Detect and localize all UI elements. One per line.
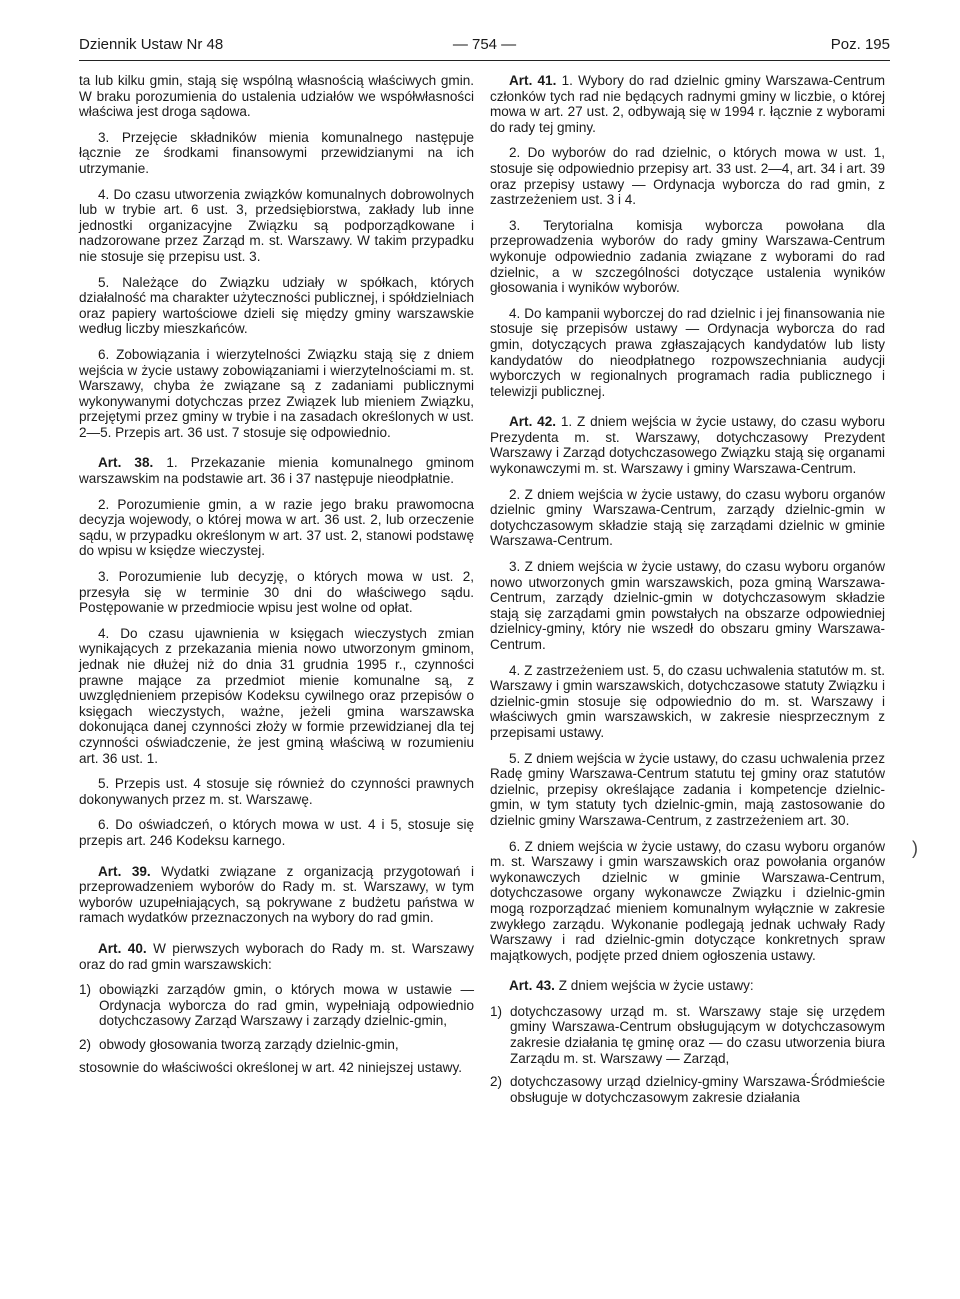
article-title: Art. 42. [509,414,557,430]
paragraph: 3. Z dniem wejścia w życie ustawy, do czasu wyboru organów nowo utworzonych gmin warszawskich, poza gminą Warszawa-Centrum, zarządy dzielnic-gmin w dotychczasowym składzie stają się zarządami gmin powstałych na obszarze odpowiedniej dzielnicy-gminy, który nie wszedł do obszaru gminy Warszawa-Centrum. [490,559,885,652]
list-item-number: 2) [490,1074,503,1090]
article-title: Art. 39. [98,863,151,879]
list-item-text: dotychczasowy urząd m. st. Warszawy staje się urzędem gminy Warszawa-Centrum obsługującym w dotychczasowym zakresie działania tę gminę oraz — do czasu utworzenia biura Zarządu m. st. Warszawy — Zarząd, [510,1003,885,1066]
article-title: Art. 41. [509,73,557,88]
paragraph: 4. Z zastrzeżeniem ust. 5, do czasu uchwalenia statutów m. st. Warszawy i gmin warszawskich, dotychczasowe statuty Związku i dzielnic-gmin stosuje się odpowiednio do m. st. Warszawy i właściwych gmin warszawskich, w zakresie niesprzecznym z przepisami ustawy. [490,662,885,740]
paragraph: 5. Należące do Związku udziały w spółkach, których działalność ma charakter użyteczności publicznej, i spółdzielniach oraz papiery wartościowe dzieli się między gminy warszawskie według liczby mieszkańców. [79,274,474,337]
article-title: Art. 40. [98,940,147,956]
paragraph: 4. Do czasu utworzenia związków komunalnych dobrowolnych lub w trybie art. 6 ust. 3, przedsiębiorstwa, zakłady lub inne jednostki organizacyjne Związku są podporządkowane i nadzorowane przez Zarząd m. st. Warszawy. W takim przypadku nie stosuje się przepisu ust. 3. [79,186,474,264]
article-title: Art. 43. [509,978,555,994]
paragraph: 4. Do czasu ujawnienia w księgach wieczystych zmian wynikających z przekazania mienia nowo utworzonym gminom, jednak nie dłużej niż do dnia 31 grudnia 1995 r., czynności prawne mające za przedmiot mienie komunalne są, z uwzględnieniem przepisów Kodeksu cywilnego oraz przepisów o księgach wieczystych, ważne, jeżeli gmina warszawska dokonująca danej czynności złoży w formie przewidzianej dla tej czynności oświadczenie, że jest gminą właściwą w rozumieniu art. 36 ust. 1. [79,625,474,766]
paragraph: 2. Z dniem wejścia w życie ustawy, do czasu wyboru organów dzielnic gminy Warszawa-Centrum, zarządy dzielnic-gmin w dotychczasowym składzie stają się zarządami dzielnic w gminie Warszawa-Centrum. [490,486,885,549]
article-text: 1. Z dniem wejścia w życie ustawy, do czasu wyboru Prezydenta m. st. Warszawy, dotychczasowy Prezydent Warszawy i Zarząd dotychczasowego Związku stają się organami wykonawczymi m. st. Warszawy i gminy Warszawa-Centrum. [490,414,885,477]
margin-mark: ) [912,838,918,858]
paragraph: 5. Z dniem wejścia w życie ustawy, do czasu uchwalenia przez Radę gminy Warszawa-Centrum statutu tej gminy oraz statutów dzielnic, przepisy określające zadania i kompetencje dzielnic-gmin, w tym statuty tych dzielnic-gmin, mają zastosowanie do dzielnic gminy Warszawa-Centrum, z zastrzeżeniem art. 30. [490,750,885,828]
paragraph: 2. Porozumienie gmin, a w razie jego braku prawomocna decyzja wojewody, o której mowa w art. 36 ust. 2, lub orzeczenie sądu, w przypadku określonym w art. 37 ust. 2, stanowi podstawę do wpisu w księdze wieczystej. [79,496,474,559]
article-41 [490,73,885,135]
journal-title: Dziennik Ustaw Nr 48 [79,36,224,53]
list-item [79,1037,474,1053]
article-text: Wydatki związane z organizacją przygotowań i przeprowadzeniem wyborów do Rady m. st. Warszawy, w tym wyborów uzupełniających, są pokrywane z budżetu państwa w ramach wydatków przeznaczonych na wybory do rad gmin. [79,863,474,926]
paragraph: 5. Przepis ust. 4 stosuje się również do czynności prawnych dokonywanych przez m. st. Warszawę. [79,776,474,807]
paragraph: 3. Przejęcie składników mienia komunalnego następuje łącznie ze środkami finansowymi przewidzianymi na ich utrzymanie. [79,129,474,176]
position-number: Poz. 195 [830,36,890,53]
article-39 [79,864,474,926]
list-item-text: dotychczasowy urząd dzielnicy-gminy Warszawa-Śródmieście obsługuje w dotychczasowym zakresie działania [510,1074,885,1105]
article-43 [490,978,885,994]
article-text: 1. Przekazanie mienia komunalnego gminom warszawskim na podstawie art. 36 i 37 następuje nieodpłatnie. [79,455,474,487]
left-column [79,73,474,1086]
paragraph: 6. Zobowiązania i wierzytelności Związku stają się z dniem wejścia w życie ustawy zobowiązaniami i wierzytelnościami m. st. Warszawy, chyba że związane są z zadaniami publicznymi wykonywanymi dotychczas przez Związek lub mieniem Związku, przejętymi przez gminy w trybie i na zasadach określonych w ust. 2—5. Przepis art. 36 ust. 7 stosuje się odpowiednio. [79,346,474,440]
paragraph: ta lub kilku gmin, stają się wspólną własnością właściwych gmin. W braku porozumienia do ustalenia udziałów we współwłasności właściwa jest droga sądowa. [79,73,474,120]
paragraph: 3. Terytorialna komisja wyborcza powołana dla przeprowadzenia wyborów do rady gminy Warszawa-Centrum wykonuje odpowiednio zadania związane z wyborami do rad dzielnic, a w szczególności dotyczące ustalenia wyników głosowania i wyników wyborów. [490,217,885,296]
list-item-number: 1) [490,1003,503,1019]
paragraph: 6. Z dniem wejścia w życie ustawy, do czasu wyboru organów m. st. Warszawy i gmin warszawskich oraz powołania organów wykonawczych dzielnic w gminie Warszawa-Centrum, dotychczasowe organy wykonawcze Związku i dzielnic-gmin mogą rozporządzać mieniem komunalnym wyłącznie w zakresie zwykłego zarządu. Wykonanie podlegają jednak uchwały Rady Warszawy i rad dzielnic-gmin dotyczące konkretnych spraw majątkowych, podjęte przed dniem ogłoszenia ustawy. [490,838,885,963]
article-text: W pierwszych wyborach do Rady m. st. Warszawy oraz do rad gmin warszawskich: [79,940,474,972]
list-item-number: 2) [79,1036,92,1052]
paragraph: 4. Do kampanii wyborczej do rad dzielnic i jej finansowania nie stosuje się przepisów ustawy — Ordynacja wyborcza do rad gmin, dotyczących prawa zgłaszających kandydatów lub listy kandydatów do nieodpłatnego rozpowszechniania audycji wyborczych w regionalnych programach radia publicznego i telewizji publicznej. [490,305,885,399]
list-item [490,1004,885,1066]
article-40 [79,941,474,972]
list-item [490,1074,885,1105]
paragraph: 6. Do oświadczeń, o których mowa w ust. 4 i 5, stosuje się przepis art. 246 Kodeksu karnego. [79,817,474,848]
list-item-number: 1) [79,982,92,998]
article-text: Z dniem wejścia w życie ustawy: [554,978,754,994]
page-number: — 754 — [452,36,517,53]
paragraph: 3. Porozumienie lub decyzję, o których mowa w ust. 2, przesyła się w terminie 30 dni do właściwego sądu. Postępowanie w przedmiocie wpisu jest wolne od opłat. [79,569,474,616]
article-title: Art. 38. [98,455,154,471]
article-text: 1. Wybory do rad dzielnic gminy Warszawa-Centrum członków tych rad nie będących radnymi gminy w liczbie, o której mowa w art. 27 ust. 2, odbywają się w 1994 r. łącznie z wyborami do rady tej gminy. [490,73,885,135]
paragraph: stosownie do właściwości określonej w art. 42 niniejszej ustawy. [79,1060,462,1076]
list-item-text: obowiązki zarządów gmin, o których mowa w ustawie — Ordynacja wyborcza do rad gmin, wypełniają odpowiednio dotychczasowy Zarząd Warszawy i zarządy dzielnic-gmin, [99,982,474,1029]
right-column [490,73,885,1113]
page-header [79,30,890,61]
list-item [79,982,474,1029]
paragraph: 2. Do wyborów do rad dzielnic, o których mowa w ust. 1, stosuje się odpowiednio przepisy art. 33 ust. 2—4, art. 34 i art. 39 oraz przepisy ustawy — Ordynacja wyborcza do rad gmin, z zastrzeżeniem ust. 3 i 4. [490,145,885,208]
list-item-text: obwody głosowania tworzą zarządy dzielnic-gmin, [99,1036,399,1052]
article-38 [79,455,474,486]
article-42 [490,414,885,476]
